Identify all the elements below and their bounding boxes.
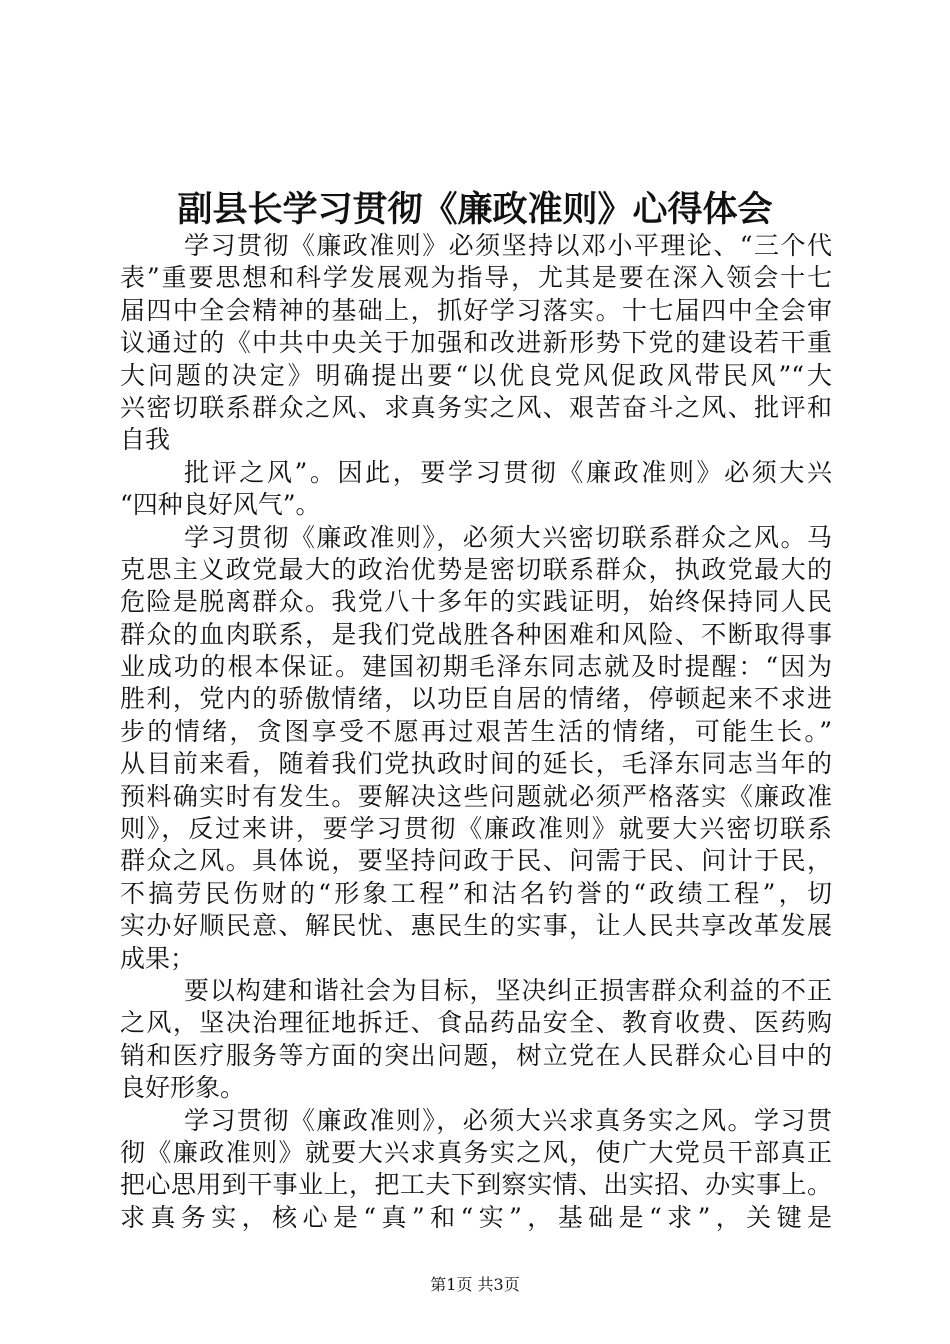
paragraph-line: 群众之风。具体说，要坚持问政于民、问需于民、问计于民， <box>120 846 832 876</box>
paragraph-line: 学习贯彻《廉政准则》，必须大兴密切联系群众之风。马 <box>184 522 832 552</box>
paragraph-line: 从目前来看，随着我们党执政时间的延长，毛泽东同志当年的 <box>120 749 832 779</box>
paragraph-line: 胜利，党内的骄傲情绪，以功臣自居的情绪，停顿起来不求进 <box>120 684 832 714</box>
paragraph-line: 要以构建和谐社会为目标，坚决纠正损害群众利益的不正 <box>184 975 832 1005</box>
paragraph-line: 预料确实时有发生。要解决这些问题就必须严格落实《廉政准 <box>120 781 832 811</box>
paragraph-line: 业成功的根本保证。建国初期毛泽东同志就及时提醒：“因为 <box>120 652 832 682</box>
paragraph-line: 之风，坚决治理征地拆迁、食品药品安全、教育收费、医药购 <box>120 1008 832 1038</box>
paragraph-line: 学习贯彻《廉政准则》，必须大兴求真务实之风。学习贯 <box>184 1105 832 1135</box>
paragraph-line: 彻《廉政准则》就要大兴求真务实之风，使广大党员干部真正 <box>120 1137 832 1167</box>
paragraph-line: “四种良好风气”。 <box>120 490 321 520</box>
document-body <box>120 230 832 1234</box>
paragraph-line: 群众的血肉联系，是我们党战胜各种困难和风险、不断取得事 <box>120 619 832 649</box>
paragraph-line: 则》，反过来讲，要学习贯彻《廉政准则》就要大兴密切联系 <box>120 814 832 844</box>
paragraph-line: 议通过的《中共中央关于加强和改进新形势下党的建设若干重 <box>120 328 832 358</box>
document-title: 副县长学习贯彻《廉政准则》心得体会 <box>177 190 773 230</box>
paragraph-line: 大问题的决定》明确提出要“以优良党风促政风带民风”“大 <box>120 360 832 390</box>
paragraph-line: 兴密切联系群众之风、求真务实之风、艰苦奋斗之风、批评和 <box>120 392 832 422</box>
paragraph-line: 克思主义政党最大的政治优势是密切联系群众，执政党最大的 <box>120 554 832 584</box>
paragraph-line: 届四中全会精神的基础上，抓好学习落实。十七届四中全会审 <box>120 295 832 325</box>
page-footer: 第1页 共3页 <box>430 1275 520 1294</box>
paragraph-line: 批评之风”。因此，要学习贯彻《廉政准则》必须大兴 <box>184 457 832 487</box>
paragraph-line: 学习贯彻《廉政准则》必须坚持以邓小平理论、“三个代 <box>184 231 832 260</box>
paragraph-line: 销和医疗服务等方面的突出问题，树立党在人民群众心目中的 <box>120 1040 832 1070</box>
paragraph-line: 不搞劳民伤财的“形象工程”和沽名钓誉的“政绩工程”，切 <box>120 878 832 908</box>
paragraph-line: 求真务实，核心是“真”和“实”，基础是“求”，关键是 <box>120 1202 832 1232</box>
paragraph-line: 实办好顺民意、解民忧、惠民生的实事，让人民共享改革发展 <box>120 911 832 941</box>
paragraph-line: 成果； <box>120 943 196 973</box>
paragraph-line: 把心思用到干事业上，把工夫下到察实情、出实招、办实事上。 <box>120 1170 832 1200</box>
paragraph-line: 危险是脱离群众。我党八十多年的实践证明，始终保持同人民 <box>120 587 832 617</box>
paragraph-line: 良好形象。 <box>120 1073 246 1103</box>
paragraph-line: 表”重要思想和科学发展观为指导，尤其是要在深入领会十七 <box>120 263 832 293</box>
paragraph-line: 自我 <box>120 425 171 455</box>
paragraph-line: 步的情绪，贪图享受不愿再过艰苦生活的情绪，可能生长。” <box>120 716 832 746</box>
